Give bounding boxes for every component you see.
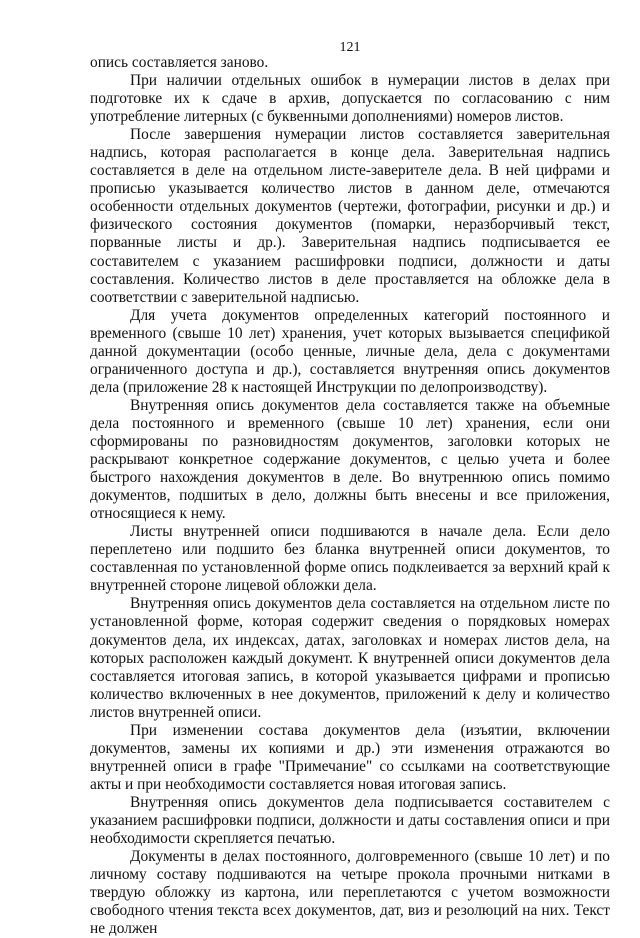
paragraph: После завершения нумерации листов составляется заверительная надпись, которая располагается в конце дела. Заверительная надпись составляется в деле на отдельном листе-заверителе дела. В ней цифрами и прописью указывается количество листов в данном деле, отмечаются особенности отдельных документов (чертежи, фотографии, рисунки и др.) и физического состояния документов (помарки, неразборчивый текст, порванные листы и др.). Заверительная надпись подписывается ее составителем с указанием расшифровки подписи, должности и даты составления. Количество листов в деле проставляется на обложке дела в соответствии с заверительной надписью.	[90, 126, 610, 306]
page-number: 121	[339, 40, 361, 55]
document-body	[90, 54, 610, 938]
paragraph: При изменении состава документов дела (изъятии, включении документов, замены их копиями и др.) эти изменения отражаются во внутренней описи в графе "Примечание" со ссылками на соответствующие акты и при необходимости составляется новая итоговая запись.	[90, 721, 610, 793]
paragraph: Внутренняя опись документов дела составляется также на объемные дела постоянного и временного (свыше 10 лет) хранения, если они сформированы по разновидностям документов, заголовки которых не раскрывают конкретное содержание документов, с целью учета и более быстрого нахождения документов в деле. Во внутреннюю опись помимо документов, подшитых в дело, должны быть внесены и все приложения, относящиеся к нему.	[90, 396, 610, 523]
paragraph-continuation: опись составляется заново.	[90, 54, 269, 71]
paragraph: Для учета документов определенных категорий постоянного и временного (свыше 10 лет) хранения, учет которых вызывается спецификой данной документации (особо ценные, личные дела, дела с документами ограниченного доступа и др.), составляется внутренняя опись документов дела (приложение 28 к настоящей Инструкции по делопроизводству).	[90, 306, 610, 396]
paragraph: Внутренняя опись документов дела составляется на отдельном листе по установленной форме, которая содержит сведения о порядковых номерах документов дела, их индексах, датах, заголовках и номерах листов дела, на которых расположен каждый документ. К внутренней описи документов дела составляется итоговая запись, в которой указывается цифрами и прописью количество включенных в нее документов, приложений к делу и количество листов внутренней описи.	[90, 595, 610, 721]
paragraph: Документы в делах постоянного, долговременного (свыше 10 лет) и по личному составу подшиваются на четыре прокола прочными нитками в твердую обложку из картона, или переплетаются с учетом возможности свободного чтения текста всех документов, дат, виз и резолюций на них. Текст не должен	[90, 848, 610, 938]
paragraph: При наличии отдельных ошибок в нумерации листов в делах при подготовке их к сдаче в архив, допускается по согласованию с ним употребление литерных (с буквенными дополнениями) номеров листов.	[90, 72, 610, 126]
paragraph: Внутренняя опись документов дела подписывается составителем с указанием расшифровки подписи, должности и даты составления описи и при необходимости скрепляется печатью.	[90, 793, 610, 848]
paragraph: Листы внутренней описи подшиваются в начале дела. Если дело переплетено или подшито без бланка внутренней описи документов, то составленная по установленной форме опись подклеивается за верхний край к внутренней стороне лицевой обложки дела.	[90, 523, 610, 595]
